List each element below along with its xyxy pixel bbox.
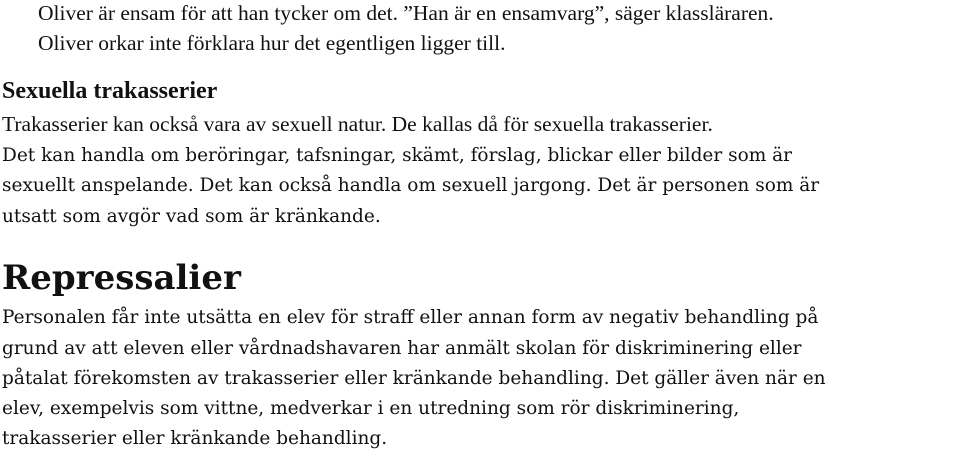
repressalier-line-3: påtalat förekomsten av trakasserier eller kränkande behandling. Det gäller även när en — [2, 368, 826, 389]
sexual-line-1: Trakasserier kan också vara av sexuell natur. De kallas då för sexuella trakasserier. — [2, 112, 713, 136]
heading-sexuella-trakasserier: Sexuella trakasserier — [2, 78, 218, 104]
heading-repressalier: Repressalier — [2, 258, 241, 298]
intro-line-2: Oliver orkar inte förklara hur det egentligen ligger till. — [38, 31, 506, 55]
sexual-line-4: utsatt som avgör vad som är kränkande. — [2, 206, 381, 227]
sexual-line-3: sexuellt anspelande. Det kan också handla om sexuell jargong. Det är personen som är — [2, 175, 820, 196]
repressalier-line-2: grund av att eleven eller vårdnadshavaren har anmält skolan för diskriminering eller — [2, 338, 802, 359]
sexual-line-2: Det kan handla om beröringar, tafsningar, skämt, förslag, blickar eller bilder som är — [2, 145, 793, 166]
repressalier-line-4: elev, exempelvis som vittne, medverkar i en utredning som rör diskriminering, — [2, 398, 740, 419]
intro-line-1: Oliver är ensam för att han tycker om det. ”Han är en ensamvarg”, säger klassläraren. — [38, 1, 774, 25]
repressalier-line-5: trakasserier eller kränkande behandling. — [2, 428, 388, 449]
repressalier-line-1: Personalen får inte utsätta en elev för straff eller annan form av negativ behandling på — [2, 307, 819, 328]
